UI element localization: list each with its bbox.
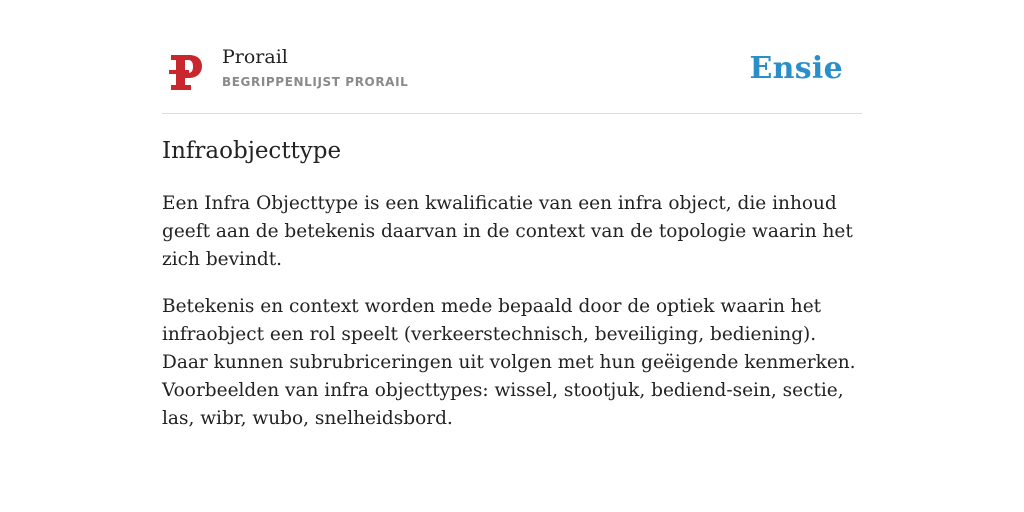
definition-paragraph: Betekenis en context worden mede bepaald door de optiek waarin het infraobject een rol speelt (verkeerstechnisch, beveiliging, bediening). Daar kunnen subrubriceringen uit volgen met hun geëigende kenmerken. Voorbeelden van infra objecttypes: wissel, stootjuk, bediend-sein, sectie, las, wibr, wubo, snelheidsbord. [162,296,856,429]
brand-subtitle: BEGRIPPENLIJST PRORAIL [222,75,409,89]
page-container [162,0,862,429]
brand-name[interactable]: Prorail [222,46,288,68]
definition-paragraph: Een Infra Objecttype is een kwalificatie van een infra object, die inhoud geeft aan de betekenis daarvan in de context van de topologie waarin het zich bevindt. [162,193,853,270]
ensie-logo-link[interactable]: Ensie [749,51,843,86]
term-definition [162,190,862,452]
header [162,0,862,114]
prorail-logo-icon[interactable] [168,52,204,92]
term-title: Infraobjecttype [162,138,342,164]
